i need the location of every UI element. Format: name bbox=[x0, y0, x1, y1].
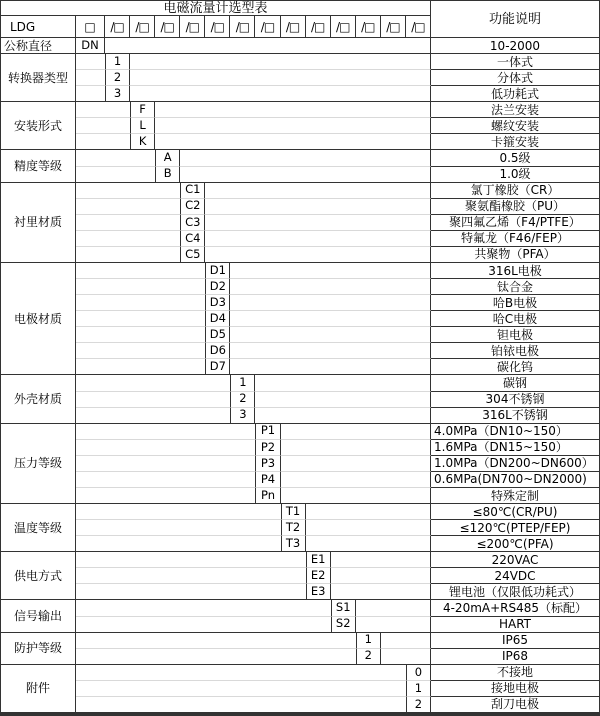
code-cell: D5 bbox=[205, 327, 230, 343]
model-slash-box: /□ bbox=[331, 16, 356, 38]
code-cell: E2 bbox=[306, 568, 331, 584]
code-cell: D3 bbox=[205, 295, 230, 311]
empty-cell bbox=[76, 343, 205, 359]
empty-cell bbox=[180, 150, 431, 166]
function-value: IP68 bbox=[431, 649, 599, 665]
empty-cell bbox=[76, 295, 205, 311]
code-cell: C3 bbox=[180, 215, 205, 231]
empty-cell bbox=[230, 343, 431, 359]
code-cell: 1 bbox=[406, 681, 431, 697]
function-value: 卡箍安装 bbox=[431, 134, 599, 150]
section-label: 供电方式 bbox=[1, 552, 76, 600]
function-value: 螺纹安装 bbox=[431, 118, 599, 134]
function-value: HART bbox=[431, 617, 599, 633]
empty-cell bbox=[76, 681, 406, 697]
code-cell: 2 bbox=[105, 70, 130, 86]
empty-cell bbox=[76, 279, 205, 295]
function-column-header: 功能说明 bbox=[431, 1, 599, 38]
empty-cell bbox=[381, 649, 431, 665]
empty-cell bbox=[230, 359, 431, 375]
function-value: 10-2000 bbox=[431, 38, 599, 54]
empty-cell bbox=[76, 102, 130, 118]
empty-cell bbox=[76, 617, 331, 633]
empty-cell bbox=[180, 167, 431, 183]
empty-cell bbox=[281, 456, 431, 472]
empty-cell bbox=[76, 536, 281, 552]
empty-cell bbox=[155, 134, 431, 150]
empty-cell bbox=[76, 552, 306, 568]
empty-cell bbox=[76, 584, 306, 600]
code-cell: K bbox=[130, 134, 155, 150]
empty-cell bbox=[356, 617, 431, 633]
function-value: ≤80℃(CR/PU) bbox=[431, 504, 599, 520]
empty-cell bbox=[76, 86, 105, 102]
empty-cell bbox=[76, 568, 306, 584]
empty-cell bbox=[281, 424, 431, 440]
section-label: 温度等级 bbox=[1, 504, 76, 552]
function-value: 0.5级 bbox=[431, 150, 599, 166]
code-cell: C4 bbox=[180, 231, 205, 247]
empty-cell bbox=[76, 472, 255, 488]
empty-cell bbox=[76, 183, 180, 199]
empty-cell bbox=[76, 199, 180, 215]
empty-cell bbox=[230, 327, 431, 343]
code-cell: P1 bbox=[255, 424, 280, 440]
section-label: 压力等级 bbox=[1, 424, 76, 504]
code-cell: Pn bbox=[255, 488, 280, 504]
empty-cell bbox=[76, 504, 281, 520]
empty-cell bbox=[205, 215, 431, 231]
code-cell: 3 bbox=[230, 408, 255, 424]
empty-cell bbox=[76, 600, 331, 616]
code-cell: T1 bbox=[281, 504, 306, 520]
code-cell: D2 bbox=[205, 279, 230, 295]
function-value: 聚四氟乙烯（F4/PTFE） bbox=[431, 215, 599, 231]
model-slash-box: /□ bbox=[130, 16, 155, 38]
empty-cell bbox=[205, 183, 431, 199]
function-value: 氯丁橡胶（CR） bbox=[431, 183, 599, 199]
function-value: IP65 bbox=[431, 633, 599, 649]
empty-cell bbox=[76, 633, 356, 649]
empty-cell bbox=[76, 375, 230, 391]
empty-cell bbox=[76, 665, 406, 681]
function-value: 碳化钨 bbox=[431, 359, 599, 375]
model-slash-box: /□ bbox=[281, 16, 306, 38]
section-label: 电极材质 bbox=[1, 263, 76, 376]
empty-cell bbox=[356, 600, 431, 616]
code-cell: B bbox=[155, 167, 180, 183]
section-label: 附件 bbox=[1, 665, 76, 713]
section-label: 外壳材质 bbox=[1, 375, 76, 423]
function-value: 锂电池（仅限低功耗式） bbox=[431, 584, 599, 600]
function-value: 4.0MPa（DN10~150） bbox=[431, 424, 599, 440]
model-slash-box: /□ bbox=[406, 16, 431, 38]
function-value: 特殊定制 bbox=[431, 488, 599, 504]
empty-cell bbox=[76, 408, 230, 424]
code-cell: E1 bbox=[306, 552, 331, 568]
code-cell: 1 bbox=[105, 54, 130, 70]
code-cell: S1 bbox=[331, 600, 356, 616]
section-label: 信号输出 bbox=[1, 600, 76, 632]
code-cell: S2 bbox=[331, 617, 356, 633]
empty-cell bbox=[76, 649, 356, 665]
code-cell: C2 bbox=[180, 199, 205, 215]
empty-cell bbox=[306, 520, 431, 536]
code-cell: 2 bbox=[230, 392, 255, 408]
function-value: 分体式 bbox=[431, 70, 599, 86]
model-code-label: LDG bbox=[1, 16, 76, 38]
empty-cell bbox=[76, 54, 105, 70]
code-cell: P3 bbox=[255, 456, 280, 472]
function-value: 316L电极 bbox=[431, 263, 599, 279]
empty-cell bbox=[130, 70, 431, 86]
empty-cell bbox=[331, 568, 431, 584]
empty-cell bbox=[230, 311, 431, 327]
code-cell: 3 bbox=[105, 86, 130, 102]
code-cell: T2 bbox=[281, 520, 306, 536]
empty-cell bbox=[76, 134, 130, 150]
model-first-box: □ bbox=[76, 16, 105, 38]
empty-cell bbox=[76, 392, 230, 408]
empty-cell bbox=[76, 488, 255, 504]
empty-cell bbox=[130, 54, 431, 70]
function-value: 哈C电极 bbox=[431, 311, 599, 327]
function-value: 法兰安装 bbox=[431, 102, 599, 118]
empty-cell bbox=[76, 424, 255, 440]
function-value: 碳钢 bbox=[431, 375, 599, 391]
section-label: 防护等级 bbox=[1, 633, 76, 665]
empty-cell bbox=[76, 456, 255, 472]
model-slash-box: /□ bbox=[381, 16, 406, 38]
code-cell: P2 bbox=[255, 440, 280, 456]
empty-cell bbox=[155, 102, 431, 118]
empty-cell bbox=[230, 263, 431, 279]
empty-cell bbox=[331, 552, 431, 568]
empty-cell bbox=[205, 231, 431, 247]
empty-cell bbox=[230, 295, 431, 311]
empty-cell bbox=[381, 633, 431, 649]
code-cell: D4 bbox=[205, 311, 230, 327]
code-cell: T3 bbox=[281, 536, 306, 552]
function-value: 特氟龙（F46/FEP） bbox=[431, 231, 599, 247]
code-cell: D7 bbox=[205, 359, 230, 375]
function-value: 钛合金 bbox=[431, 279, 599, 295]
function-value: ≤120℃(PTEP/FEP) bbox=[431, 520, 599, 536]
function-value: 哈B电极 bbox=[431, 295, 599, 311]
function-value: ≤200℃(PFA) bbox=[431, 536, 599, 552]
empty-cell bbox=[230, 279, 431, 295]
empty-cell bbox=[76, 327, 205, 343]
function-value: 220VAC bbox=[431, 552, 599, 568]
code-cell: P4 bbox=[255, 472, 280, 488]
code-cell: 1 bbox=[356, 633, 381, 649]
function-value: 铂铱电极 bbox=[431, 343, 599, 359]
function-value: 304不锈钢 bbox=[431, 392, 599, 408]
function-value: 聚氨酯橡胶（PU） bbox=[431, 199, 599, 215]
empty-cell bbox=[76, 118, 130, 134]
section-label: 转换器类型 bbox=[1, 54, 76, 102]
function-value: 刮刀电极 bbox=[431, 697, 599, 713]
code-cell: 2 bbox=[356, 649, 381, 665]
function-value: 0.6MPa(DN700~DN2000) bbox=[431, 472, 599, 488]
function-value: 接地电极 bbox=[431, 681, 599, 697]
model-slash-box: /□ bbox=[105, 16, 130, 38]
code-cell: L bbox=[130, 118, 155, 134]
code-cell: 0 bbox=[406, 665, 431, 681]
empty-cell bbox=[155, 118, 431, 134]
function-value: 1.6MPa（DN15~150） bbox=[431, 440, 599, 456]
model-slash-box: /□ bbox=[180, 16, 205, 38]
empty-cell bbox=[306, 504, 431, 520]
empty-cell bbox=[205, 247, 431, 263]
empty-cell bbox=[255, 408, 431, 424]
function-value: 一体式 bbox=[431, 54, 599, 70]
empty-cell bbox=[76, 311, 205, 327]
empty-cell bbox=[76, 247, 180, 263]
empty-cell bbox=[76, 150, 155, 166]
code-cell: E3 bbox=[306, 584, 331, 600]
model-slash-box: /□ bbox=[155, 16, 180, 38]
model-slash-box: /□ bbox=[306, 16, 331, 38]
table-title: 电磁流量计选型表 bbox=[1, 1, 431, 16]
model-slash-box: /□ bbox=[356, 16, 381, 38]
empty-cell bbox=[76, 697, 406, 713]
code-cell: D6 bbox=[205, 343, 230, 359]
section-label: 公称直径 bbox=[1, 38, 76, 54]
empty-cell bbox=[76, 167, 155, 183]
empty-cell bbox=[255, 392, 431, 408]
empty-cell bbox=[76, 440, 255, 456]
empty-cell bbox=[105, 38, 431, 54]
model-slash-box: /□ bbox=[205, 16, 230, 38]
empty-cell bbox=[331, 584, 431, 600]
empty-cell bbox=[130, 86, 431, 102]
model-slash-box: /□ bbox=[255, 16, 280, 38]
empty-cell bbox=[76, 520, 281, 536]
function-value: 不接地 bbox=[431, 665, 599, 681]
empty-cell bbox=[205, 199, 431, 215]
function-value: 1.0MPa（DN200~DN600） bbox=[431, 456, 599, 472]
empty-cell bbox=[281, 440, 431, 456]
function-value: 24VDC bbox=[431, 568, 599, 584]
section-label: 衬里材质 bbox=[1, 183, 76, 263]
code-cell: 2 bbox=[406, 697, 431, 713]
function-value: 1.0级 bbox=[431, 167, 599, 183]
function-value: 共聚物（PFA） bbox=[431, 247, 599, 263]
function-value: 4-20mA+RS485（标配） bbox=[431, 600, 599, 616]
empty-cell bbox=[76, 70, 105, 86]
empty-cell bbox=[306, 536, 431, 552]
function-value: 316L不锈钢 bbox=[431, 408, 599, 424]
model-slash-box: /□ bbox=[230, 16, 255, 38]
function-value: 低功耗式 bbox=[431, 86, 599, 102]
code-cell: C5 bbox=[180, 247, 205, 263]
empty-cell bbox=[76, 231, 180, 247]
section-label: 精度等级 bbox=[1, 150, 76, 182]
code-cell: C1 bbox=[180, 183, 205, 199]
code-cell: F bbox=[130, 102, 155, 118]
code-cell: D1 bbox=[205, 263, 230, 279]
empty-cell bbox=[76, 359, 205, 375]
code-cell: DN bbox=[76, 38, 105, 54]
code-cell: A bbox=[155, 150, 180, 166]
empty-cell bbox=[255, 375, 431, 391]
code-cell: 1 bbox=[230, 375, 255, 391]
empty-cell bbox=[76, 263, 205, 279]
empty-cell bbox=[76, 215, 180, 231]
function-value: 钽电极 bbox=[431, 327, 599, 343]
empty-cell bbox=[281, 472, 431, 488]
section-label: 安装形式 bbox=[1, 102, 76, 150]
empty-cell bbox=[281, 488, 431, 504]
